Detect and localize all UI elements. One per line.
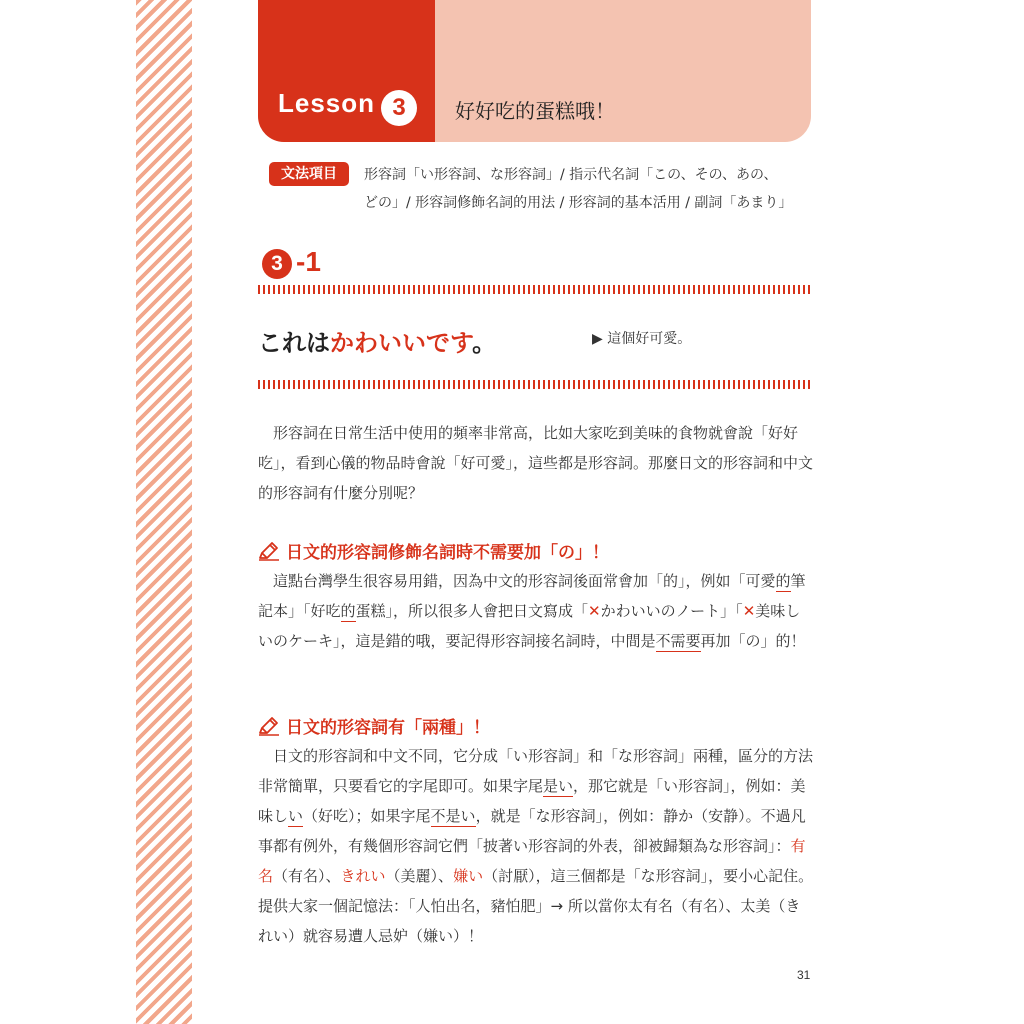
pencil-icon — [258, 541, 280, 561]
p2-seg: ，那它就是「い形容詞」，例如：美味し — [258, 777, 806, 825]
lesson-title: 好好吃的蛋糕哦！ — [455, 99, 615, 123]
lesson-number-badge: 3 — [381, 90, 417, 126]
lesson-badge — [258, 0, 435, 142]
page-number: 31 — [797, 968, 811, 982]
divider-bottom — [258, 380, 811, 389]
p1-seg: 蛋糕」，所以很多人會把日文寫成「 — [355, 602, 589, 620]
p2-seg: （有名）、 — [273, 867, 341, 885]
p1-seg: 再加「の」的！ — [700, 632, 806, 650]
pencil-icon — [258, 716, 280, 736]
headline-highlight: かわいいです — [330, 329, 473, 357]
point-heading-1-text: 日文的形容詞修飾名詞時不需要加「の」！ — [286, 543, 609, 563]
p2-seg: ，就是「な形容詞」，例如：静か（安静）。不過凡事都有例外，有幾個形容詞它們「披著い形容詞的外表，卻被歸類為な形容詞」： — [258, 807, 806, 855]
p1-seg: 這點台灣學生很容易用錯，因為中文的形容詞後面常會加「的」，例如「可愛 — [273, 572, 776, 590]
lesson-header — [258, 0, 811, 142]
point-2-paragraph — [258, 741, 814, 951]
headline-part2: 。 — [472, 329, 497, 357]
p1-seg: かわいいのノート」「 — [600, 602, 743, 620]
p1-seg: 筆記本」「好吃 — [258, 572, 806, 620]
p2-underline: 不是い — [430, 807, 476, 825]
lesson-word: Lesson — [278, 88, 376, 118]
headline-part1: これは — [258, 329, 330, 357]
intro-paragraph: 形容詞在日常生活中使用的頻率非常高，比如大家吃到美味的食物就會說「好好吃」，看到心儀的物品時會說「好可愛」，這些都是形容詞。那麼日文的形容詞和中文的形容詞有什麼分別呢？ — [258, 424, 814, 502]
p2-underline: い — [288, 807, 304, 825]
p2-highlight: きれい — [340, 867, 386, 885]
p2-underline: 是い — [543, 777, 574, 795]
section-suffix: -1 — [296, 246, 321, 277]
p2-seg: （美麗）、 — [385, 867, 454, 885]
p2-seg: （討厭），這三個都是「な形容詞」，要小心記住。提供大家一個記憶法：「人怕出名，豬怕肥」→ 所以當你太有名（有名）、太美（きれい）就容易遭人忌妒（嫌い）！ — [258, 867, 814, 945]
wrong-mark-icon: ✕ — [588, 602, 601, 620]
decorative-stripe-band — [136, 0, 192, 1024]
p1-underline: 不需要 — [655, 632, 701, 650]
divider-top — [258, 285, 811, 294]
p1-underline: 的 — [775, 572, 791, 590]
grammar-line-2: どの」/ 形容詞修飾名詞的用法 / 形容詞的基本活用 / 副詞「あまり」 — [364, 195, 793, 211]
grammar-items-label: 文法項目 — [269, 162, 349, 186]
p1-underline: 的 — [340, 602, 356, 620]
p2-seg: 日文的形容詞和中文不同，它分成「い形容詞」和「な形容詞」兩種，區分的方法非常簡單，只要看它的字尾即可。如果字尾 — [258, 747, 814, 795]
section-number-badge: 3 — [262, 249, 292, 279]
p1-seg: 美味しいのケーキ」，這是錯的哦，要記得形容詞接名詞時，中間是 — [258, 602, 801, 650]
grammar-line-1: 形容詞「い形容詞、な形容詞」/ 指示代名詞「この、その、あの、 — [364, 167, 778, 183]
p2-seg: （好吃）；如果字尾 — [303, 807, 431, 825]
example-sentence — [258, 323, 496, 358]
wrong-mark-icon: ✕ — [742, 602, 756, 620]
p2-highlight: 有名 — [258, 837, 806, 885]
p2-highlight: 嫌い — [453, 867, 484, 885]
point-heading-2-text: 日文的形容詞有「兩種」！ — [286, 718, 490, 738]
point-heading-1 — [258, 538, 609, 563]
grammar-items-text — [364, 161, 814, 217]
point-1-paragraph — [258, 566, 814, 656]
example-translation: ▶ 這個好可愛。 — [592, 331, 692, 347]
point-heading-2 — [258, 713, 490, 738]
